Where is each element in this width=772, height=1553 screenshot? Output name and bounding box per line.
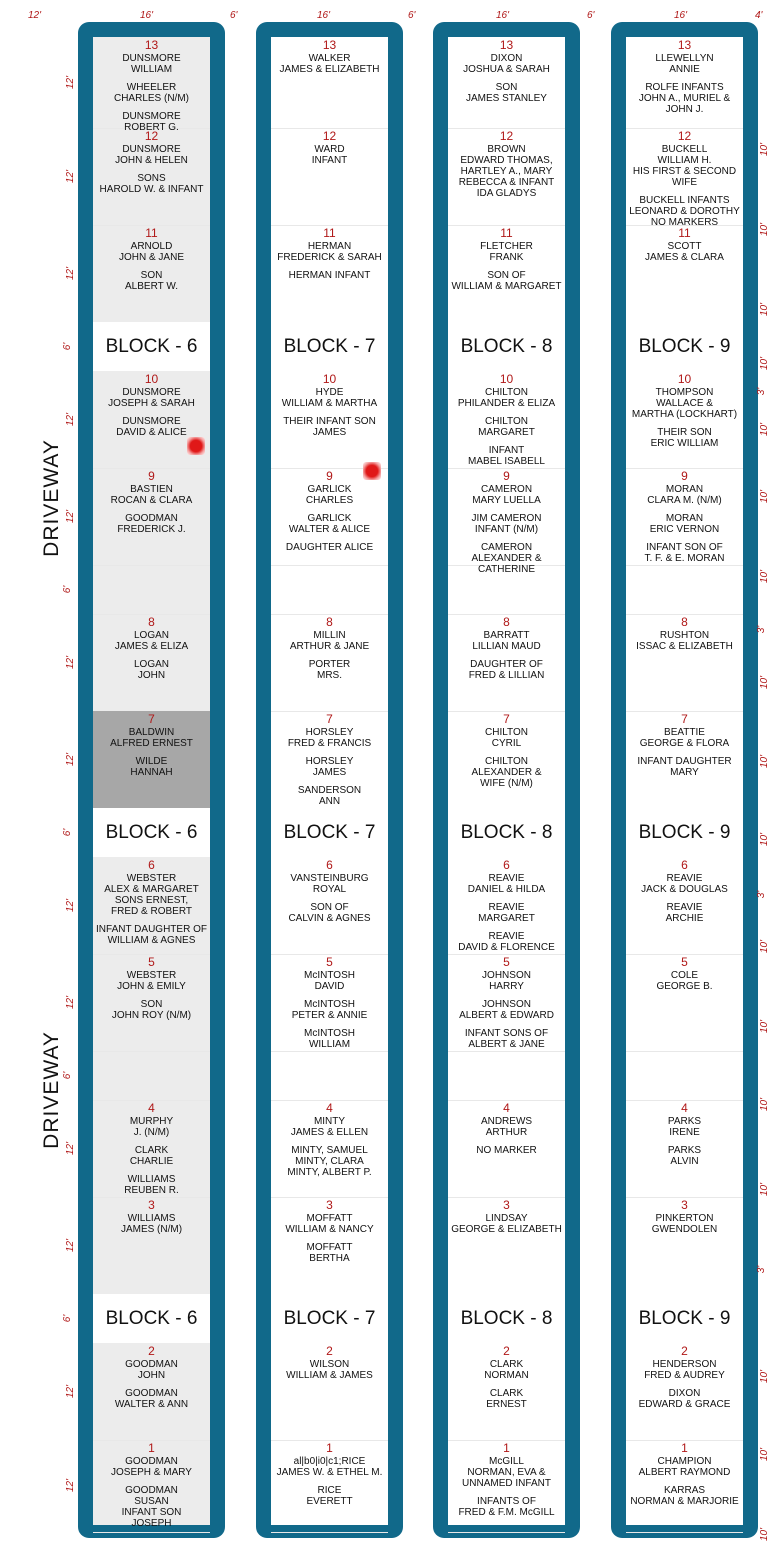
plot-name: PARKS IRENE (667, 1116, 702, 1138)
left-dimension: 12' (65, 752, 77, 766)
plot-name: DAUGHTER ALICE (285, 542, 374, 553)
plot-name: HYDE WILLIAM & MARTHA (281, 387, 378, 409)
plot-cell[interactable] (626, 1343, 743, 1441)
plot-cell[interactable] (271, 468, 388, 566)
plot-name: SON OF WILLIAM & MARGARET (451, 270, 562, 292)
right-dimension: 10' (759, 1019, 771, 1034)
plot-cell[interactable] (626, 225, 743, 323)
plot-cell[interactable] (626, 128, 743, 226)
plot-strip (448, 37, 565, 1525)
block-label: BLOCK - 8 (448, 322, 565, 371)
plot-name: GARLICK CHARLES (305, 484, 354, 506)
plot-cell[interactable] (271, 1343, 388, 1441)
plot-cell[interactable] (93, 565, 210, 615)
plot-cell[interactable] (93, 128, 210, 226)
plot-number: 9 (326, 469, 333, 483)
plot-number: 6 (148, 858, 155, 872)
left-dimension: 12' (65, 1478, 77, 1493)
plot-name: McINTOSH DAVID (304, 970, 355, 992)
plot-number: 9 (503, 469, 510, 483)
plot-number: 12 (144, 129, 159, 143)
plot-name: SON ALBERT W. (125, 270, 178, 292)
plot-name: PINKERTON GWENDOLEN (651, 1213, 718, 1235)
plot-cell[interactable] (448, 371, 565, 469)
block-label: BLOCK - 7 (271, 322, 388, 371)
left-dimension: 12' (65, 655, 77, 669)
plot-name: INFANT SON OF T. F. & E. MORAN (644, 542, 725, 564)
plot-name: MORAN CLARA M. (N/M) (647, 484, 722, 506)
plot-name: JOHNSON ALBERT & EDWARD (459, 999, 554, 1021)
plot-number: 12 (499, 129, 514, 143)
plot-number: 1 (148, 1441, 155, 1455)
plot-name: NO MARKER (476, 1145, 537, 1156)
plot-name: DUNSMORE JOHN & HELEN (115, 144, 188, 166)
left-dimension: 12' (65, 1141, 77, 1155)
plot-name: PARKS ALVIN (667, 1145, 702, 1167)
right-dimension: 3' (756, 625, 768, 634)
plot-name: MORAN ERIC VERNON (649, 513, 720, 535)
plot-cell[interactable] (271, 857, 388, 955)
plot-number: 5 (681, 955, 688, 969)
plot-cell[interactable] (448, 468, 565, 575)
plot-name: SANDERSON ANN (297, 785, 362, 807)
plot-cell[interactable] (271, 225, 388, 323)
plot-number: 1 (503, 1441, 510, 1455)
plot-name: McINTOSH PETER & ANNIE (291, 999, 368, 1021)
plot-cell[interactable] (93, 614, 210, 712)
left-dimension: 6' (62, 585, 74, 593)
plot-name: REAVIE ARCHIE (665, 902, 704, 924)
plot-name: WHEELER CHARLES (N/M) (113, 82, 189, 104)
plot-cell[interactable] (93, 1051, 210, 1101)
plot-name: HERMAN FREDERICK & SARAH (277, 241, 382, 263)
header-dimension: 16' (317, 10, 331, 21)
plot-name: GOODMAN JOHN (125, 1359, 178, 1381)
plot-name: MILLIN ARTHUR & JANE (289, 630, 370, 652)
plot-number: 2 (326, 1344, 333, 1358)
plot-cell[interactable] (448, 1197, 565, 1295)
plot-number: 6 (326, 858, 333, 872)
plot-number: 3 (148, 1198, 155, 1212)
header-dimension: 6' (408, 10, 416, 21)
plot-name: CHAMPION ALBERT RAYMOND (638, 1456, 731, 1478)
header-dimension: 16' (140, 10, 154, 21)
plot-name: WEBSTER JOHN & EMILY (117, 970, 186, 992)
plot-name: REAVIE JACK & DOUGLAS (641, 873, 728, 895)
plot-cell[interactable] (448, 1343, 565, 1441)
plot-name: SONS HAROLD W. & INFANT (99, 173, 204, 195)
plot-number: 3 (503, 1198, 510, 1212)
plot-cell[interactable] (626, 1100, 743, 1198)
driveway-label: DRIVEWAY (39, 1031, 63, 1149)
plot-strip (626, 37, 743, 1525)
plot-cell[interactable] (271, 614, 388, 712)
plot-number: 6 (681, 858, 688, 872)
plot-cell[interactable] (93, 468, 210, 566)
plot-name: THEIR SON ERIC WILLIAM (650, 427, 719, 449)
plot-number: 8 (148, 615, 155, 629)
plot-number: 10 (499, 372, 514, 386)
plot-name: BALDWIN ALFRED ERNEST (110, 727, 193, 749)
right-dimension: 10' (759, 142, 771, 157)
plot-cell[interactable] (271, 1440, 388, 1533)
block-label: BLOCK - 6 (93, 1294, 210, 1343)
plot-cell[interactable] (626, 468, 743, 566)
left-dimension: 12' (65, 1238, 77, 1252)
plot-number: 13 (499, 38, 514, 52)
plot-cell[interactable] (626, 1197, 743, 1295)
left-dimension: 6' (62, 1071, 74, 1079)
right-dimension: 10' (759, 222, 771, 237)
right-dimension: 10' (759, 1447, 771, 1462)
plot-name: INFANT DAUGHTER OF WILLIAM & AGNES (96, 924, 207, 946)
plot-cell[interactable] (93, 225, 210, 323)
plot-name: INFANT SONS OF ALBERT & JANE (464, 1028, 549, 1050)
plot-number: 1 (681, 1441, 688, 1455)
header-dimension: 6' (587, 10, 595, 21)
plot-number: 8 (681, 615, 688, 629)
plot-cell[interactable] (626, 857, 743, 955)
plot-name: WILLIAMS JAMES (N/M) (120, 1213, 183, 1235)
plot-name: BARRATT LILLIAN MAUD (472, 630, 541, 652)
plot-number: 11 (145, 226, 158, 240)
plot-name: DUNSMORE DAVID & ALICE (116, 416, 187, 438)
plot-number: 3 (681, 1198, 688, 1212)
plot-name: CHILTON CYRIL (485, 727, 528, 749)
location-marker-icon[interactable] (187, 437, 205, 455)
plot-cell[interactable] (93, 1100, 210, 1198)
right-dimension: 10' (759, 675, 771, 690)
plot-name: WILSON WILLIAM & JAMES (286, 1359, 373, 1381)
plot-number: 11 (323, 226, 336, 240)
plot-number: 5 (503, 955, 510, 969)
plot-cell[interactable] (448, 565, 565, 615)
plot-number: 8 (326, 615, 333, 629)
left-dimension: 12' (65, 995, 77, 1009)
plot-name: JOHNSON HARRY (482, 970, 531, 992)
plot-name: CLARK ERNEST (486, 1388, 527, 1410)
plot-number: 5 (148, 955, 155, 969)
plot-number: 6 (503, 858, 510, 872)
plot-number: 7 (148, 712, 155, 726)
plot-name: RICE EVERETT (306, 1485, 353, 1507)
plot-column-1 (78, 22, 225, 1538)
right-dimension: 10' (759, 489, 771, 504)
plot-name: REAVIE MARGARET (478, 902, 535, 924)
plot-name: RUSHTON ISSAC & ELIZABETH (636, 630, 733, 652)
plot-name: CLARK NORMAN (484, 1359, 529, 1381)
plot-name: INFANTS OF FRED & F.M. McGILL (458, 1496, 555, 1518)
plot-name: ARNOLD JOHN & JANE (118, 241, 184, 263)
plot-name: MOFFATT WILLIAM & NANCY (285, 1213, 374, 1235)
plot-cell[interactable] (93, 1343, 210, 1441)
driveway-label: DRIVEWAY (39, 439, 63, 557)
plot-number: 13 (144, 38, 159, 52)
plot-number: 10 (144, 372, 159, 386)
plot-cell[interactable] (626, 614, 743, 712)
right-dimension: 10' (759, 832, 771, 847)
plot-number: 11 (678, 226, 691, 240)
plot-name: WEBSTER ALEX & MARGARET SONS ERNEST, FRED & ROBERT (104, 873, 199, 917)
plot-number: 2 (148, 1344, 155, 1358)
right-dimension: 3' (756, 1265, 768, 1274)
plot-name: al|b0|i0|c1;RICE JAMES W. & ETHEL M. (276, 1456, 383, 1478)
plot-cell[interactable] (271, 711, 388, 809)
plot-column-3 (433, 22, 580, 1538)
plot-cell[interactable] (448, 614, 565, 712)
plot-name: BUCKELL INFANTS LEONARD & DOROTHY NO MARKERS (629, 195, 740, 228)
plot-name: ANDREWS ARTHUR (480, 1116, 533, 1138)
plot-number: 7 (503, 712, 510, 726)
right-dimension: 10' (759, 754, 771, 769)
plot-name: GOODMAN SUSAN INFANT SON JOSEPH (121, 1485, 182, 1529)
left-dimension: 12' (65, 412, 77, 426)
plot-name: GOODMAN FREDERICK J. (117, 513, 186, 535)
plot-cell[interactable] (448, 857, 565, 955)
plot-name: MURPHY J. (N/M) (129, 1116, 174, 1138)
plot-number: 2 (681, 1344, 688, 1358)
block-label: BLOCK - 8 (448, 1294, 565, 1343)
plot-cell[interactable] (626, 711, 743, 809)
plot-number: 13 (677, 38, 692, 52)
plot-strip (93, 37, 210, 1529)
plot-name: WARD INFANT (311, 144, 348, 166)
plot-name: WALKER JAMES & ELIZABETH (279, 53, 380, 75)
plot-name: CHILTON MARGARET (478, 416, 535, 438)
plot-name: DIXON EDWARD & GRACE (638, 1388, 731, 1410)
right-dimension: 10' (759, 1182, 771, 1197)
right-dimension: 10' (759, 1527, 771, 1542)
plot-name: LOGAN JAMES & ELIZA (114, 630, 189, 652)
plot-name: HERMAN INFANT (288, 270, 371, 281)
plot-strip (271, 37, 388, 1525)
header-dimension: 4' (755, 10, 763, 21)
plot-name: McGILL NORMAN, EVA & UNNAMED INFANT (462, 1456, 551, 1489)
plot-name: CHILTON ALEXANDER & WIFE (N/M) (471, 756, 542, 789)
plot-name: DIXON JOSHUA & SARAH (463, 53, 550, 75)
plot-name: LINDSAY GEORGE & ELIZABETH (451, 1213, 562, 1235)
plot-cell[interactable] (271, 1051, 388, 1101)
plot-name: GOODMAN JOSEPH & MARY (111, 1456, 192, 1478)
plot-name: PORTER MRS. (308, 659, 351, 681)
plot-number: 7 (681, 712, 688, 726)
block-label: BLOCK - 6 (93, 808, 210, 857)
plot-number: 12 (322, 129, 337, 143)
plot-name: DAUGHTER OF FRED & LILLIAN (468, 659, 545, 681)
right-dimension: 10' (759, 302, 771, 317)
plot-cell[interactable] (93, 1197, 210, 1295)
right-dimension: 3' (756, 890, 768, 899)
right-dimension: 10' (759, 939, 771, 954)
plot-name: INFANT MABEL ISABELL (468, 445, 545, 467)
plot-cell[interactable] (93, 37, 210, 133)
left-dimension: 12' (65, 898, 77, 912)
plot-name: LLEWELLYN ANNIE (655, 53, 714, 75)
plot-cell[interactable] (448, 954, 565, 1052)
right-dimension: 10' (759, 1369, 771, 1384)
plot-name: THEIR INFANT SON JAMES (283, 416, 376, 438)
right-dimension: 10' (759, 1097, 771, 1112)
left-dimension: 12' (65, 1384, 77, 1398)
plot-name: CAMERON ALEXANDER & CATHERINE (471, 542, 542, 575)
plot-cell[interactable] (271, 954, 388, 1052)
plot-name: BROWN EDWARD THOMAS, HARTLEY A., MARY REBECCA & INFANT IDA GLADYS (458, 144, 555, 199)
plot-cell[interactable] (448, 711, 565, 809)
plot-cell[interactable] (93, 711, 210, 809)
plot-name: DUNSMORE ROBERT G. (122, 111, 181, 133)
plot-cell[interactable] (271, 1100, 388, 1198)
plot-name: DUNSMORE WILLIAM (122, 53, 181, 75)
plot-name: SON JOHN ROY (N/M) (111, 999, 192, 1021)
header-dimension: 16' (674, 10, 688, 21)
plot-cell[interactable] (448, 225, 565, 323)
right-dimension: 10' (759, 422, 771, 437)
plot-cell[interactable] (448, 37, 565, 129)
plot-name: SON JAMES STANLEY (466, 82, 547, 104)
left-dimension: 12' (65, 75, 77, 89)
plot-number: 7 (326, 712, 333, 726)
plot-number: 4 (148, 1101, 155, 1115)
plot-name: BASTIEN ROCAN & CLARA (110, 484, 193, 506)
plot-number: 10 (322, 372, 337, 386)
plot-cell[interactable] (448, 128, 565, 226)
plot-name: MINTY JAMES & ELLEN (290, 1116, 369, 1138)
plot-column-4 (611, 22, 758, 1538)
block-label: BLOCK - 7 (271, 808, 388, 857)
block-label: BLOCK - 7 (271, 1294, 388, 1343)
header-dimension: 12' (28, 10, 42, 21)
plot-name: JIM CAMERON INFANT (N/M) (471, 513, 542, 535)
plot-cell[interactable] (93, 857, 210, 955)
left-dimension: 12' (65, 509, 77, 523)
left-dimension: 12' (65, 169, 77, 183)
plot-number: 10 (677, 372, 692, 386)
plot-name: CLARK CHARLIE (129, 1145, 174, 1167)
plot-cell[interactable] (93, 1440, 210, 1533)
plot-number: 8 (503, 615, 510, 629)
plot-name: CAMERON MARY LUELLA (472, 484, 541, 506)
block-label: BLOCK - 9 (626, 808, 743, 857)
plot-name: ROLFE INFANTS JOHN A., MURIEL & JOHN J. (638, 82, 731, 115)
plot-name: WILDE HANNAH (130, 756, 173, 778)
plot-name: GOODMAN WALTER & ANN (114, 1388, 189, 1410)
plot-cell[interactable] (626, 954, 743, 1052)
plot-cell[interactable] (448, 1440, 565, 1533)
plot-column-2 (256, 22, 403, 1538)
right-dimension: 10' (759, 569, 771, 584)
plot-cell[interactable] (626, 565, 743, 615)
plot-name: BUCKELL WILLIAM H. HIS FIRST & SECOND WIFE (632, 144, 737, 188)
plot-number: 1 (326, 1441, 333, 1455)
plot-number: 12 (677, 129, 692, 143)
plot-name: McINTOSH WILLIAM (304, 1028, 355, 1050)
plot-cell[interactable] (271, 1197, 388, 1295)
plot-cell[interactable] (626, 1440, 743, 1533)
right-dimension: 3' (756, 387, 768, 396)
left-dimension: 12' (65, 266, 77, 280)
plot-number: 4 (326, 1101, 333, 1115)
plot-number: 13 (322, 38, 337, 52)
plot-name: DUNSMORE JOSEPH & SARAH (108, 387, 195, 409)
plot-name: GARLICK WALTER & ALICE (288, 513, 371, 535)
left-dimension: 6' (62, 342, 74, 350)
plot-name: BEATTIE GEORGE & FLORA (639, 727, 730, 749)
plot-number: 5 (326, 955, 333, 969)
plot-cell[interactable] (626, 371, 743, 469)
plot-name: REAVIE DAVID & FLORENCE (458, 931, 555, 953)
plot-number: 9 (681, 469, 688, 483)
plot-name: KARRAS NORMAN & MARJORIE (630, 1485, 739, 1507)
header-dimension: 6' (230, 10, 238, 21)
plot-cell[interactable] (626, 37, 743, 129)
plot-name: THOMPSON WALLACE & MARTHA (LOCKHART) (631, 387, 738, 420)
block-label: BLOCK - 9 (626, 322, 743, 371)
plot-name: COLE GEORGE B. (656, 970, 713, 992)
plot-name: REAVIE DANIEL & HILDA (467, 873, 546, 895)
plot-number: 4 (503, 1101, 510, 1115)
left-dimension: 6' (62, 828, 74, 836)
plot-cell[interactable] (448, 1051, 565, 1101)
plot-name: HORSLEY JAMES (305, 756, 354, 778)
block-label: BLOCK - 6 (93, 322, 210, 371)
plot-number: 2 (503, 1344, 510, 1358)
block-label: BLOCK - 8 (448, 808, 565, 857)
plot-name: LOGAN JOHN (133, 659, 169, 681)
plot-number: 9 (148, 469, 155, 483)
plot-name: SON OF CALVIN & AGNES (288, 902, 371, 924)
plot-name: WILLIAMS REUBEN R. (124, 1174, 179, 1196)
plot-number: 11 (500, 226, 513, 240)
plot-name: HORSLEY FRED & FRANCIS (287, 727, 372, 749)
plot-cell[interactable] (271, 371, 388, 469)
plot-name: MINTY, SAMUEL MINTY, CLARA MINTY, ALBERT P. (287, 1145, 372, 1178)
plot-name: HENDERSON FRED & AUDREY (644, 1359, 725, 1381)
header-dimension: 16' (496, 10, 510, 21)
block-label: BLOCK - 9 (626, 1294, 743, 1343)
plot-cell[interactable] (271, 128, 388, 226)
plot-number: 4 (681, 1101, 688, 1115)
right-dimension: 10' (759, 356, 771, 371)
plot-cell[interactable] (626, 1051, 743, 1101)
left-dimension: 6' (62, 1314, 74, 1322)
plot-name: VANSTEINBURG ROYAL (290, 873, 369, 895)
plot-cell[interactable] (271, 37, 388, 129)
plot-cell[interactable] (93, 954, 210, 1052)
plot-name: CHILTON PHILANDER & ELIZA (457, 387, 556, 409)
plot-cell[interactable] (448, 1100, 565, 1198)
plot-number: 3 (326, 1198, 333, 1212)
plot-cell[interactable] (271, 565, 388, 615)
plot-name: INFANT DAUGHTER MARY (637, 756, 732, 778)
plot-name: SCOTT JAMES & CLARA (645, 241, 724, 263)
plot-name: MOFFATT BERTHA (306, 1242, 353, 1264)
location-marker-icon[interactable] (363, 462, 381, 480)
plot-name: FLETCHER FRANK (480, 241, 533, 263)
